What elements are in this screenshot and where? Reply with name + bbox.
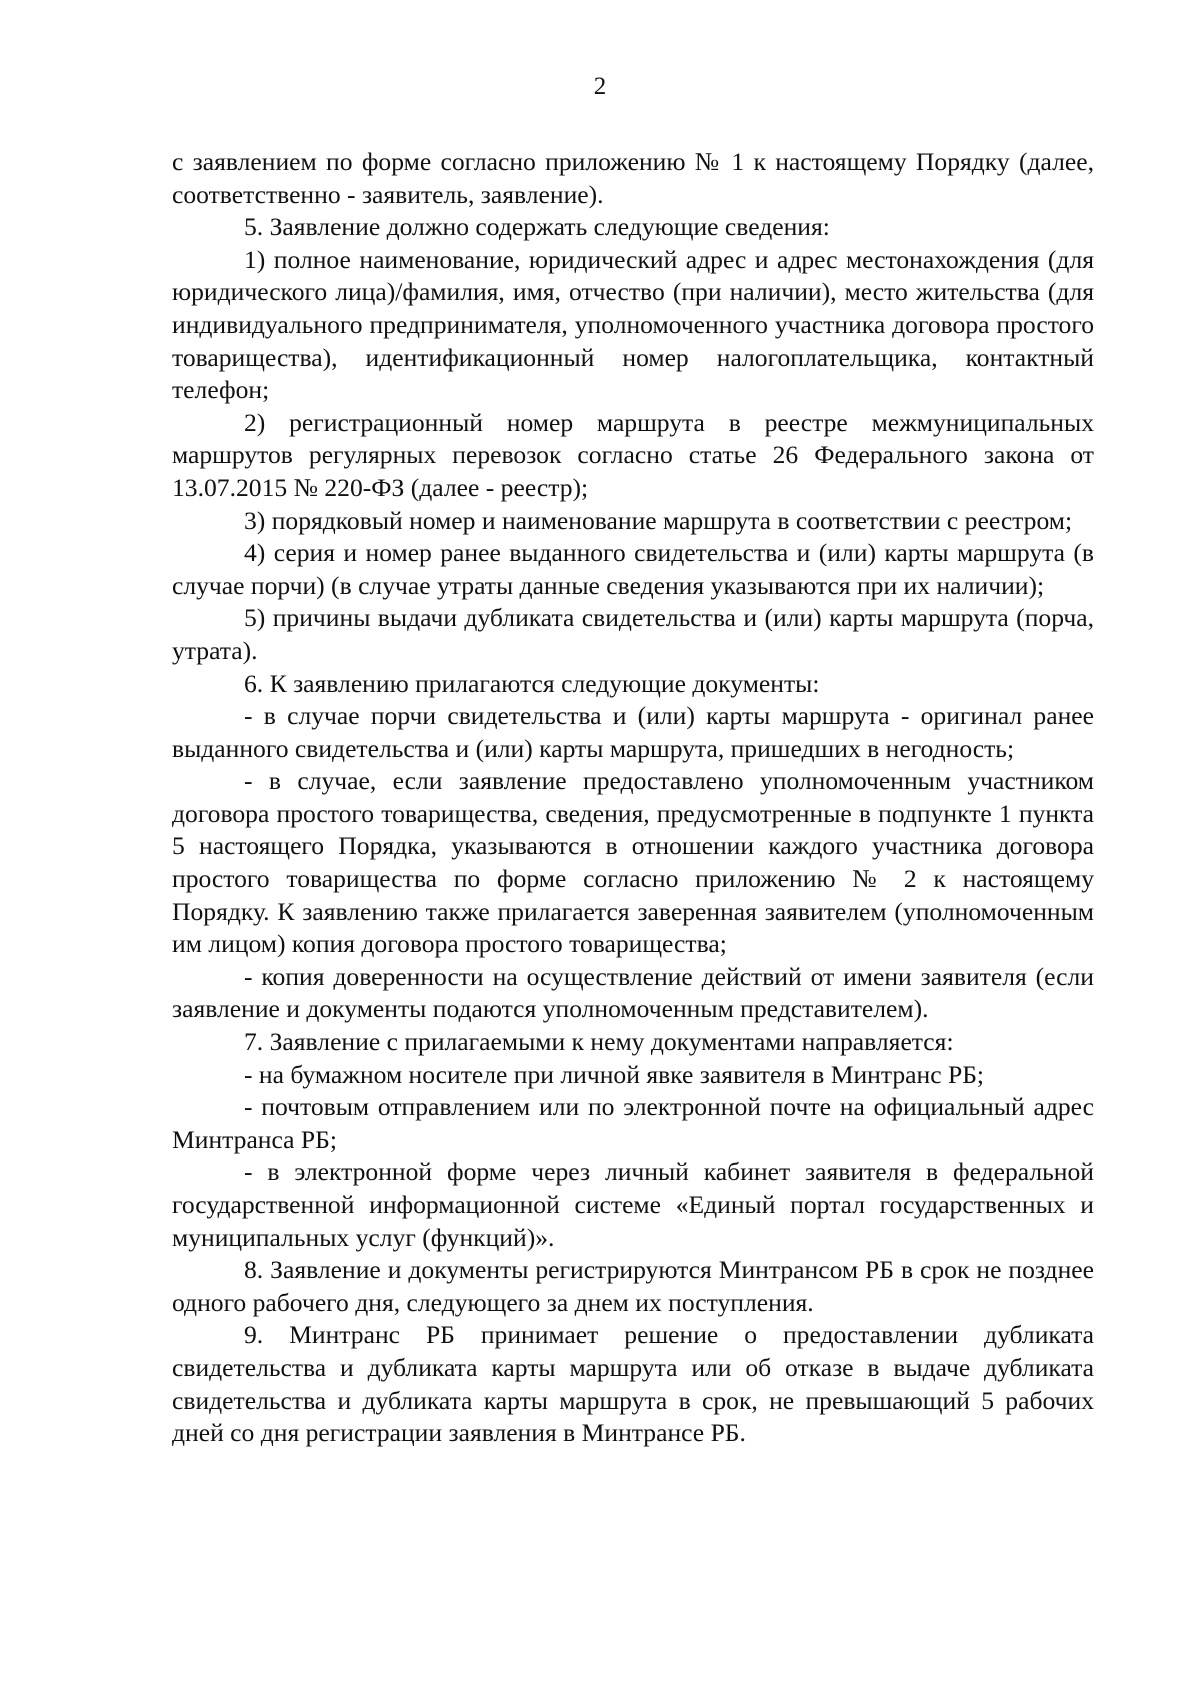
paragraph-continuation: с заявлением по форме согласно приложению № 1 к настоящему Порядку (далее, соответственно - заявитель, заявление). — [172, 147, 1094, 209]
paragraph-item-5-5: 5) причины выдачи дубликата свидетельства и (или) карты маршрута (порча, утрата). — [172, 603, 1094, 665]
paragraph-item-6: 6. К заявлению прилагаются следующие документы: — [244, 668, 820, 698]
paragraph-item-8: 8. Заявление и документы регистрируются Минтрансом РБ в срок не позднее одного рабочего дня, следующего за днем их поступления. — [172, 1255, 1094, 1317]
paragraph-item-5-2: 2) регистрационный номер маршрута в реестре межмуниципальных маршрутов регулярных перевозок согласно статье 26 Федерального закона от 13.07.2015 № 220-ФЗ (далее - реестр); — [172, 407, 1094, 502]
paragraph-item-5-1: 1) полное наименование, юридический адрес и адрес местонахождения (для юридического лица)/фамилия, имя, отчество (при наличии), место жительства (для индивидуального предпринимателя, уполномоченного участника договора простого товарищества), идентификационный номер налогоплательщика, контактный телефон; — [172, 244, 1094, 405]
paragraph-item-9: 9. Минтранс РБ принимает решение о предоставлении дубликата свидетельства и дубликата карты маршрута или об отказе в выдаче дубликата свидетельства и дубликата карты маршрута в срок, не превышающий 5 рабочих дней со дня регистрации заявления в Минтрансе РБ. — [172, 1320, 1094, 1448]
paragraph-item-5-4: 4) серия и номер ранее выданного свидетельства и (или) карты маршрута (в случае порчи) (в случае утраты данные сведения указываются при их наличии); — [172, 538, 1094, 600]
document-body — [172, 146, 1094, 1450]
paragraph-item-7-bullet-1: - на бумажном носителе при личной явке заявителя в Минтранс РБ; — [244, 1059, 985, 1089]
paragraph-item-5: 5. Заявление должно содержать следующие сведения: — [244, 212, 830, 242]
page-number: 2 — [593, 73, 607, 100]
paragraph-item-6-bullet-3: - копия доверенности на осуществление действий от имени заявителя (если заявление и документы подаются уполномоченным представителем). — [172, 961, 1094, 1024]
paragraph-item-7-bullet-2: - почтовым отправлением или по электронной почте на официальный адрес Минтранса РБ; — [172, 1092, 1094, 1154]
paragraph-item-6-bullet-1: - в случае порчи свидетельства и (или) карты маршрута - оригинал ранее выданного свидетельства и (или) карты маршрута, пришедших в негодность; — [172, 701, 1094, 763]
paragraph-item-6-bullet-2: - в случае, если заявление предоставлено уполномоченным участником договора простого товарищества, сведения, предусмотренные в подпункте 1 пункта 5 настоящего Порядка, указываются в отношении каждого участника договора простого товарищества по форме согласно приложению № 2 к настоящему Порядку. К заявлению также прилагается заверенная заявителем (уполномоченным им лицом) копия договора простого товарищества; — [172, 766, 1094, 959]
paragraph-item-7-bullet-3: - в электронной форме через личный кабинет заявителя в федеральной государственной информационной системе «Единый портал государственных и муниципальных услуг (функций)». — [172, 1157, 1094, 1252]
paragraph-item-5-3: 3) порядковый номер и наименование маршрута в соответствии с реестром; — [244, 505, 1073, 535]
paragraph-item-7: 7. Заявление с прилагаемыми к нему документами направляется: — [244, 1027, 954, 1057]
